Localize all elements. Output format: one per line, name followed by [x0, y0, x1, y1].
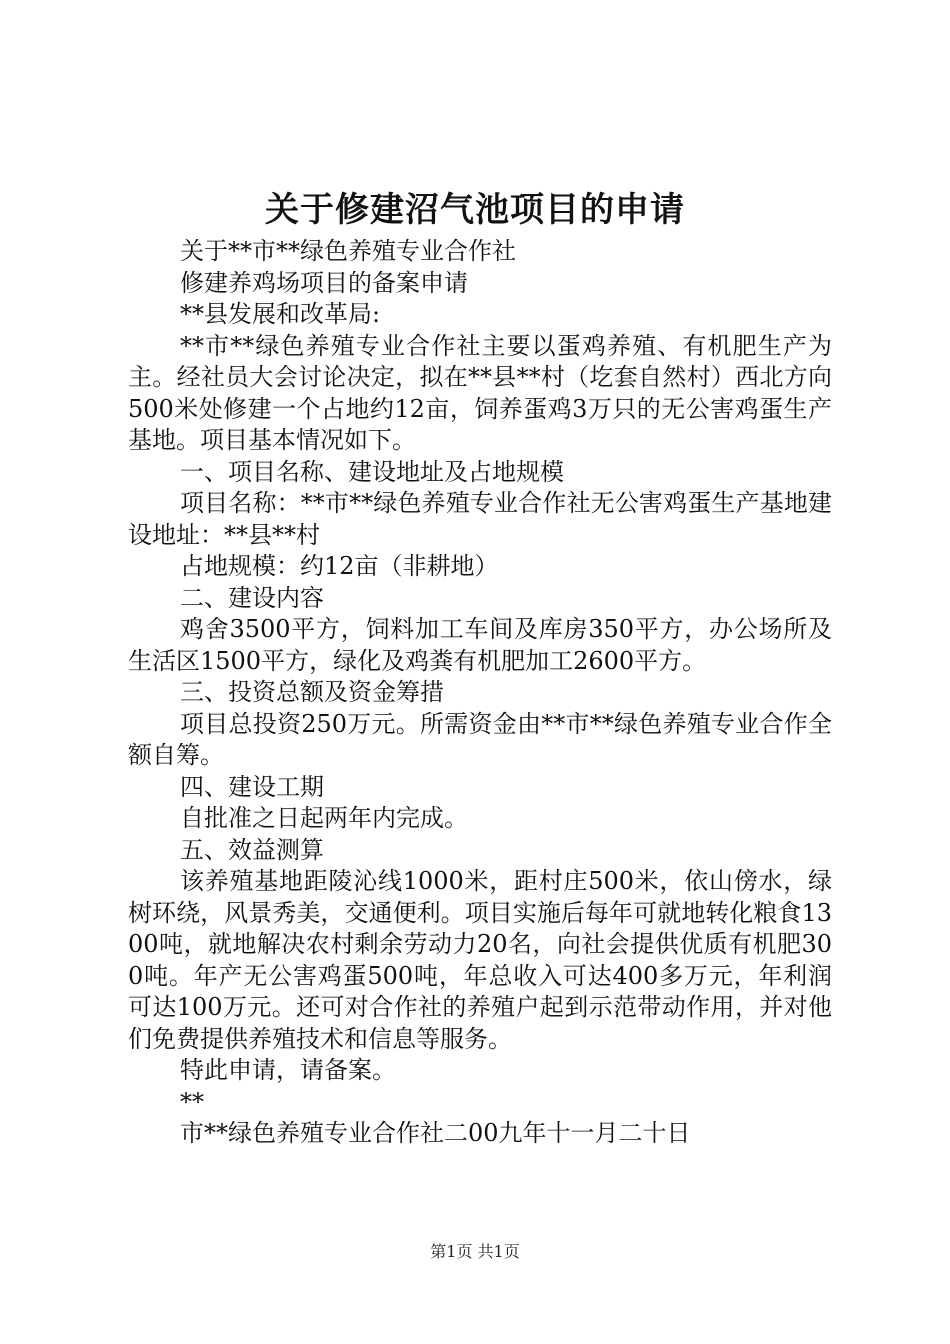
paragraph-signature-marker: **	[180, 1087, 204, 1116]
paragraph-recipient: **县发展和改革局:	[180, 300, 381, 328]
section-heading-4: 四、建设工期	[180, 772, 324, 801]
section-heading-2: 二、建设内容	[180, 583, 324, 612]
section-heading-3: 三、投资总额及资金筹措	[180, 678, 444, 706]
paragraph-signature-date: 市**绿色养殖专业合作社二00九年十一月二十日	[180, 1119, 691, 1147]
page-footer: 第1页 共1页	[430, 1242, 520, 1261]
document-body	[128, 236, 832, 1150]
section-heading-5: 五、效益测算	[180, 835, 324, 864]
section-heading-1: 一、项目名称、建设地址及占地规模	[180, 457, 564, 486]
paragraph-introduction: **市**绿色养殖专业合作社主要以蛋鸡养殖、有机肥生产为主。经社员大会讨论决定，拟在**县**村（圪套自然村）西北方向500米处修建一个占地约12亩，饲养蛋鸡3万只的无公害鸡蛋生产基地。项目基本情况如下。	[128, 331, 832, 454]
paragraph-schedule: 自批准之日起两年内完成。	[180, 804, 468, 832]
paragraph-subject-line-2: 修建养鸡场项目的备案申请	[180, 268, 468, 297]
paragraph-construction-content: 鸡舍3500平方，饲料加工车间及库房350平方，办公场所及生活区1500平方，绿化及鸡粪有机肥加工2600平方。	[128, 615, 832, 675]
document-title: 关于修建沼气池项目的申请	[265, 190, 685, 230]
paragraph-investment: 项目总投资250万元。所需资金由**市**绿色养殖专业合作全额自筹。	[128, 709, 832, 769]
paragraph-land-scale: 占地规模：约12亩（非耕地）	[180, 552, 499, 580]
paragraph-project-name: 项目名称：**市**绿色养殖专业合作社无公害鸡蛋生产基地建设地址：**县**村	[128, 489, 832, 549]
paragraph-subject-line-1: 关于**市**绿色养殖专业合作社	[180, 237, 516, 265]
paragraph-closing: 特此申请，请备案。	[180, 1056, 396, 1084]
paragraph-benefits: 该养殖基地距陵沁线1000米，距村庄500米，依山傍水，绿树环绕，风景秀美，交通便利。项目实施后每年可就地转化粮食1300吨，就地解决农村剩余劳动力20名，向社会提供优质有机肥300吨。年产无公害鸡蛋500吨，年总收入可达400多万元，年利润可达100万元。还可对合作社的养殖户起到示范带动作用，并对他们免费提供养殖技术和信息等服务。	[128, 867, 832, 1053]
